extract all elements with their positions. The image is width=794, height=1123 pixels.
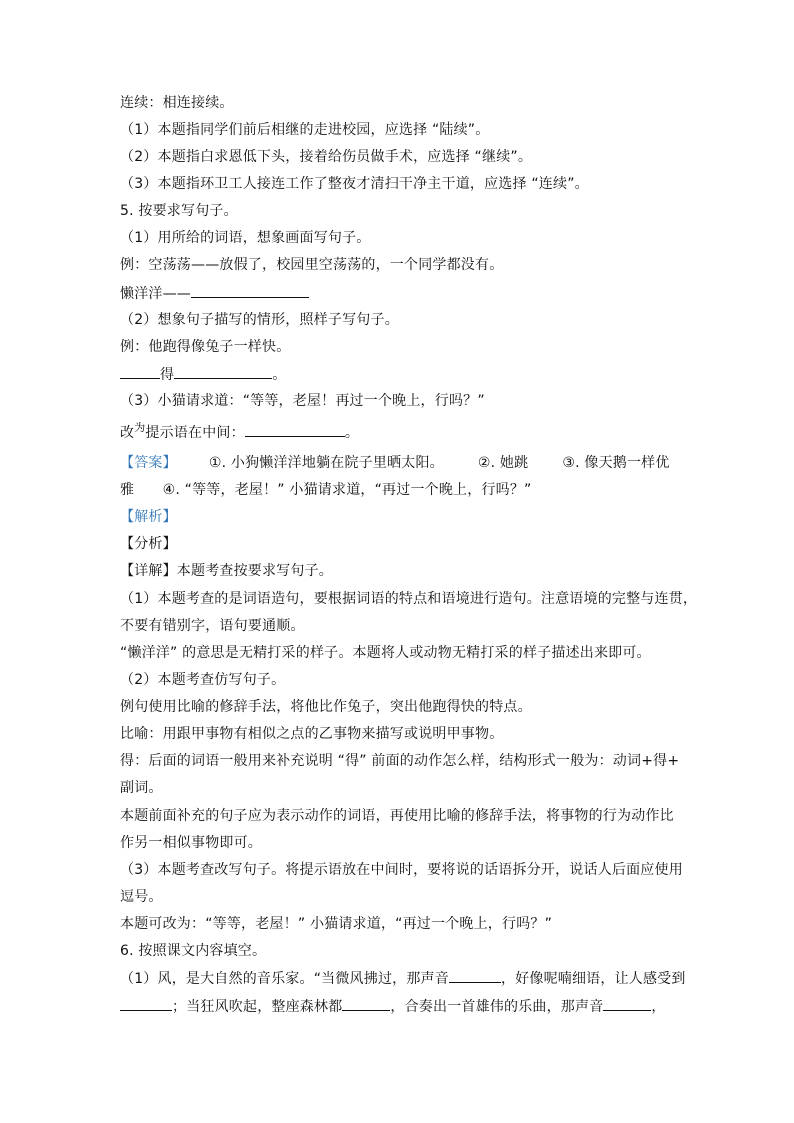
text-line: 逗号。 (120, 889, 163, 905)
text-segment: 提示语在中间： (145, 425, 245, 441)
text-segment: ， (651, 999, 666, 1015)
text-segment: 得 (160, 367, 175, 383)
answer-line (120, 453, 670, 473)
text-line: 副词。 (120, 780, 163, 796)
text-segment: 。 (272, 367, 287, 383)
answer-blank (342, 996, 390, 1011)
text-line: （1）用所给的词语，想象画面写句子。 (120, 230, 371, 246)
fill-line (120, 364, 286, 384)
answer-tag: 【答案】 (120, 455, 177, 471)
answer-blank (120, 364, 160, 379)
answer-blank (120, 996, 172, 1011)
text-line: “懒洋洋” 的意思是无精打采的样子。本题将人或动物无精打采的样子描述出来即可。 (120, 645, 651, 661)
text-line: （3）小猫请求道：“等等，老屋！再过一个晚上，行吗？” (120, 393, 485, 409)
answer-blank (245, 422, 345, 437)
text-line: （3）本题考查改写句子。将提示语放在中间时，要将说的话语拆分开，说话人后面应使用 (120, 862, 683, 878)
text-segment: ，好像呢喃细语，让人感受到 (500, 971, 686, 987)
text-line: 【详解】本题考查按要求写句子。 (120, 563, 333, 579)
text-line: （1）本题考查的是词语造句，要根据词语的特点和语境进行造句。注意语境的完整与连贯， (120, 591, 698, 607)
answer-blank (191, 283, 309, 298)
text-segment: 懒洋洋—— (120, 286, 191, 302)
answer-blank (174, 364, 272, 379)
answer-part: ②. 她跳 (477, 455, 529, 471)
text-line: 得：后面的词语一般用来补充说明 “得” 前面的动作怎么样，结构形式一般为：动词+得+ (120, 753, 680, 769)
text-line: （3）本题指环卫工人接连工作了整夜才清扫干净主干道，应选择 “连续”。 (120, 176, 589, 192)
question-heading: 6. 按照课文内容填空。 (120, 943, 267, 959)
fill-line (120, 283, 309, 303)
text-segment: （1）风，是大自然的音乐家。“当微风拂过，那声音 (120, 971, 449, 987)
text-line: （2）想象句子描写的情形，照样子写句子。 (120, 312, 399, 328)
text-line: 本题前面补充的句子应为表示动作的词语，再使用比喻的修辞手法，将事物的行为动作比 (120, 808, 674, 824)
answer-line: 雅 ④. “等等，老屋！” 小猫请求道，“再过一个晚上，行吗？” (120, 482, 532, 498)
text-line: 例句使用比喻的修辞手法，将他比作兔子，突出他跑得快的特点。 (120, 699, 532, 715)
text-line: （2）本题考查仿写句子。 (120, 672, 286, 688)
text-line: （2）本题指白求恩低下头，接着给伤员做手术，应选择 “继续”。 (120, 149, 533, 165)
text-line: （1）本题指同学们前后相继的走进校园，应选择 “陆续”。 (120, 122, 490, 138)
text-segment: 。 (344, 425, 360, 441)
answer-part: ③. 像天鹅一样优 (562, 455, 670, 471)
fill-line (120, 996, 666, 1016)
text-segment: 改 (120, 425, 135, 441)
answer-part: ①. 小狗懒洋洋地躺在院子里晒太阳。 (208, 455, 444, 471)
fill-line (120, 422, 359, 442)
answer-blank (603, 996, 651, 1011)
answer-blank (449, 968, 501, 983)
fill-line (120, 968, 686, 988)
text-line: 连续：相连接续。 (120, 95, 234, 111)
text-line: 【分析】 (120, 536, 177, 552)
text-line: 本题可改为：“等等，老屋！” 小猫请求道，“再过一个晚上，行吗？” (120, 916, 553, 932)
text-segment: ；当狂风吹起，整座森林都 (172, 999, 343, 1015)
text-line: 例：空荡荡——放假了，校园里空荡荡的，一个同学都没有。 (120, 257, 504, 273)
text-line: 例：他跑得像兔子一样快。 (120, 339, 291, 355)
text-line: 作另一相似事物即可。 (120, 835, 262, 851)
question-heading: 5. 按要求写句子。 (120, 203, 238, 219)
text-line: 不要有错别字，语句要通顺。 (120, 618, 305, 634)
text-segment: ，合奏出一首雄伟的乐曲，那声音 (390, 999, 604, 1015)
text-line: 比喻：用跟甲事物有相似之点的乙事物来描写或说明甲事物。 (120, 726, 504, 742)
analysis-tag: 【解析】 (120, 509, 177, 525)
text-segment: 为 (134, 421, 146, 434)
